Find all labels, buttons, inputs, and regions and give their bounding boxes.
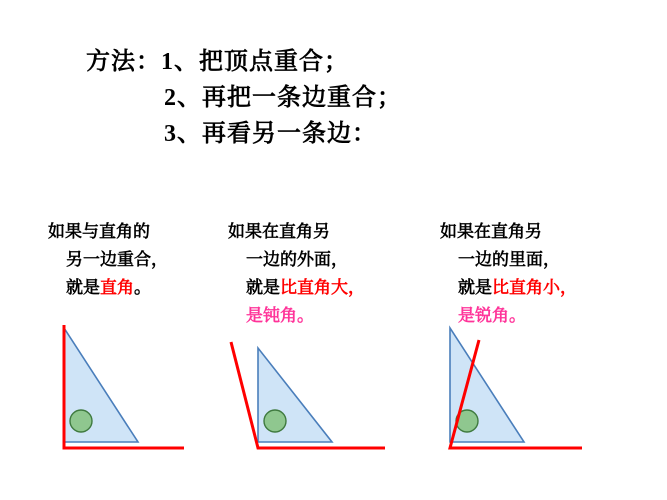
c1-line-2: 另一边重合， [66, 250, 168, 269]
figure-acute-angle [432, 320, 607, 465]
c1-line-3-emphasis: 直角 [100, 278, 134, 297]
c3-line-4-prefix: 是 [458, 306, 475, 325]
c3-line-1: 如果在直角另 [440, 222, 542, 241]
heading-line-2: 2、再把一条边重合； [164, 85, 402, 111]
c2-line-4-emphasis: 钝角 [263, 306, 297, 325]
c2-line-4-prefix: 是 [246, 306, 263, 325]
column-obtuse-angle-text [228, 218, 365, 330]
c2-line-3-emphasis: 比直角大， [280, 278, 365, 297]
figure-obtuse-angle [225, 320, 400, 465]
c1-line-3 [48, 274, 168, 302]
c3-line-3 [440, 274, 577, 302]
c2-line-3 [228, 274, 365, 302]
column-acute-angle-text [440, 218, 577, 330]
angle-marker-circle [264, 410, 286, 432]
c3-line-3-prefix: 就是 [458, 278, 492, 297]
c3-line-2: 一边的里面， [458, 250, 560, 269]
c1-line-3-prefix: 就是 [66, 278, 100, 297]
c2-line-1: 如果在直角另 [228, 222, 330, 241]
c1-line-1: 如果与直角的 [48, 222, 150, 241]
angle-marker-circle [70, 410, 92, 432]
c3-line-4-emphasis: 锐角 [475, 306, 509, 325]
c3-line-3-emphasis: 比直角小， [492, 278, 577, 297]
heading-line-3: 3、再看另一条边： [164, 121, 377, 147]
method-heading [86, 44, 402, 152]
c2-line-4-suffix: 。 [297, 306, 314, 325]
c1-line-3-suffix: 。 [134, 278, 151, 297]
c2-line-2: 一边的外面， [246, 250, 348, 269]
figure-right-angle [42, 320, 217, 465]
column-right-angle-text [48, 218, 168, 302]
c3-line-4-suffix: 。 [509, 306, 526, 325]
c2-line-3-prefix: 就是 [246, 278, 280, 297]
heading-line-1: 方法：1、把顶点重合； [86, 49, 349, 75]
